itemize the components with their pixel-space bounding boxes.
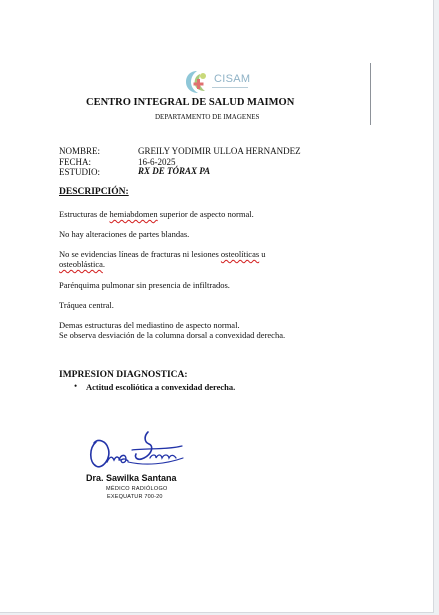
name-label: NOMBRE:: [59, 146, 101, 156]
impression-item: Actitud escoliótica a convexidad derecha.: [86, 382, 236, 392]
cisam-logo-icon: [183, 68, 213, 96]
bullet-icon: •: [74, 381, 78, 391]
date-label: FECHA:: [59, 157, 92, 167]
page-margin-marker: [370, 63, 371, 125]
logo-text: CISAM: [214, 73, 251, 85]
description-heading: DESCRIPCIÓN:: [59, 187, 129, 197]
spellcheck-word: osteolíticas: [220, 249, 260, 259]
finding-fractures-cont: osteoblástica.: [59, 259, 106, 269]
signatory-exequatur: EXEQUATUR 700-20: [107, 494, 163, 500]
finding-spine: Se observa desviación de la columna dorsal a convexidad derecha.: [59, 330, 286, 340]
handwritten-signature: [86, 428, 186, 474]
department-name: DEPARTAMENTO DE IMAGENES: [155, 113, 260, 121]
finding-soft-tissue: No hay alteraciones de partes blandas.: [59, 229, 190, 239]
logo-underline: [212, 87, 248, 88]
finding-fractures: No se evidencias líneas de fracturas ni lesiones osteolíticas u: [59, 249, 266, 259]
spellcheck-word: hemiabdomen: [109, 209, 158, 219]
signatory-role: MÉDICO RADIÓLOGO: [106, 486, 168, 492]
patient-name: GREILY YODIMIR ULLOA HERNANDEZ: [138, 146, 301, 156]
study-label: ESTUDIO:: [59, 167, 100, 177]
finding-trachea: Tráquea central.: [59, 300, 114, 310]
study-date: 16-6-2025: [138, 157, 176, 167]
finding-abdomen: Estructuras de hemiabdomen superior de aspecto normal.: [59, 209, 254, 219]
cisam-logo: [183, 68, 253, 96]
signatory-name: Dra. Sawilka Santana: [86, 473, 177, 483]
spellcheck-word: osteoblástica: [59, 259, 103, 269]
impression-heading: IMPRESION DIAGNOSTICA:: [59, 370, 188, 380]
institution-name: CENTRO INTEGRAL DE SALUD MAIMON: [86, 97, 295, 108]
finding-mediastinum: Demas estructuras del mediastino de aspecto normal.: [59, 320, 240, 330]
study-name: RX DE TÓRAX PA: [138, 166, 211, 176]
finding-lungs: Parénquima pulmonar sin presencia de infiltrados.: [59, 280, 230, 290]
